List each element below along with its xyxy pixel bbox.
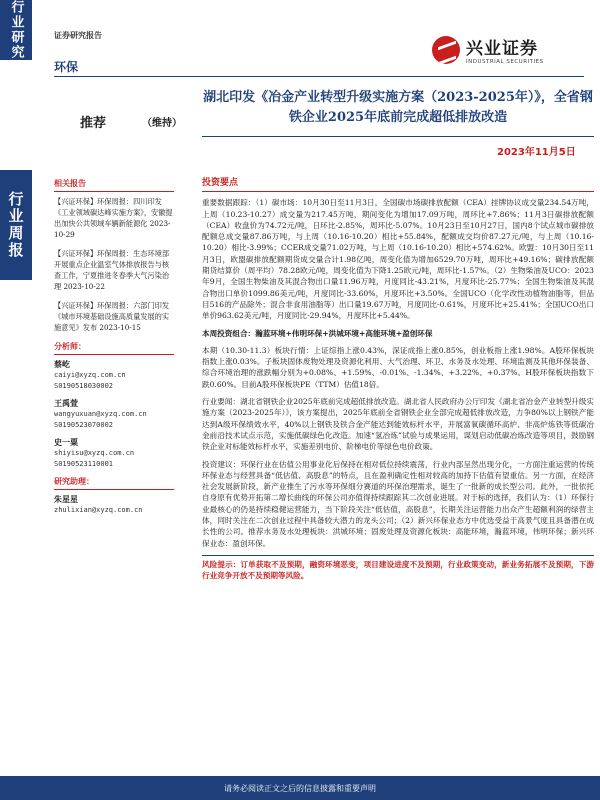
investment-advice-paragraph: 投资建议：环保行业在估值公用事业化后保持在相对低位持续震荡，行业内部呈然出现分化，一方面注重运营的传统环保业态与经营具备“低估值、高股息”的特点，且在盈利确定性相对较高的加持下估值有望重估。另一方面，在经济社会发展新阶段，新产业推生了污水等环保细分赛道的环保治理需求，诞生了一批新的成长型公司。此外，一批依托自身原有优势开拓第二增长曲线的环保公司亦值得持续跟踪其二次创业进展。对于标的选择，我们认为：（1）环保行业最核心的仍是持续稳健运营能力，当下阶段关注“低估值，高股息”，长期关注运营能力出众产生超额利润的绿营主体，同时关注在二次创业过程中具备较大潜力的龙头公司；（2）新兴环保业态方中优选受益于高景气度且具备潜在成长性的公司。推荐水务及水处理板块：洪城环境；固废处理及资源化板块：高能环境，瀚蓝环境，伟明环保；新兴环保业态：盈创环保。 [202,459,594,548]
title-divider [202,136,594,137]
report-type-label: 证券研究报告 [54,31,102,40]
analyst-name: 蔡屹 [54,359,70,369]
report-page [32,0,600,800]
analyst-email[interactable]: caiyi@xyzq.com.cn [54,371,126,379]
rating-main: 推荐 [80,116,107,131]
right-column [202,178,594,582]
assistant-name: 朱星星 [54,494,78,504]
sector-label: 环保 [54,60,79,74]
analyst-cert: S0190518030002 [54,382,114,390]
analyst-cert: S0190523110001 [54,460,114,468]
analyst-entry [54,398,174,431]
analyst-cert: S0190523070002 [54,421,114,429]
related-report-item[interactable]: 【兴证环保】环保周报：生态环境部开展重点企业温室气体排放报告与核查工作，宁夏推进冬春季大气污染治理 2023-10-22 [54,249,170,291]
header-divider [54,76,584,77]
report-title: 湖北印发《冶金产业转型升级实施方案（2023-2025年）》，全省钢铁企业2025年底前完成超低排放改造 [203,90,593,125]
related-report-item[interactable]: 【兴证环保】环保周报：四川印发《工业领域碳达峰实施方案》，安徽提出加快公共领域车辆新能源化 2023-10-29 [54,197,173,239]
risk-warning: 风险提示：订单获取不及预期，融资环境恶变，项目建设进度不及预期，行业政策变动，新业务拓展不及预期，下游行业竞争开放不及预期等风险。 [202,555,594,582]
related-report-item[interactable]: 【兴证环保】环保周报：六部门印发《城市环境基础设施高质量发展的实施意见》发布 2023-10-15 [54,301,170,332]
logo-icon [432,36,460,64]
analyst-entry [54,437,174,470]
industry-news-paragraph: 行业要闻：湖北省钢铁企业2025年底前完成超低排放改造。湖北省人民政府办公厅印发《湖北省冶金产业转型升级实施方案（2023-2025年）》，该方案提出，2025年底前全省钢铁企业全部完成超低排放改造，力争80%以上钢铁产能达到A级环保绩效水平，40%以上钢铁及铁合金产能达到能效标杆水平，开展富氧碳循环高炉、非高炉炼铁等低碳冶金前沿技术试点示范，实施低碳绿色化改造。加速“氢冶炼”试验与成果运用，谋划启动低碳冶炼改造等项目，鼓励钢铁企业对标能效标杆水平，实施差别电价、阶梯电价等绿色电价政策。 [202,397,594,452]
portfolio-paragraph: 本周投资组合：瀚蓝环境+伟明环保+洪城环境+高能环境+盈创环保 [202,328,433,338]
footer-disclaimer: 请务必阅读正文之后的信息披露和重要声明 [0,776,600,800]
report-date: 2023年11月5日 [497,147,576,158]
related-reports-heading: 相关报告 [54,178,174,192]
logo-name-cn: 兴业证券 [466,39,538,59]
analyst-entry [54,359,174,392]
assistant-email[interactable]: zhulixian@xyzq.com.cn [54,506,143,514]
left-column [54,178,174,522]
analyst-email[interactable]: wangyuxuan@xyzq.com.cn [54,410,147,418]
data-tracking-paragraph: 重要数据跟踪：（1）碳市场：10月30日至11月3日，全国碳市场碳排放配额（CEA）挂牌协议成交量234.54万吨，上周（10.23-10.27）成交量为217.45万吨，期间变化为增加17.09万吨，周环比+7.86%；11月3日碳排放配额（CEA）收盘价为74.72元/吨，日环比-2.85%，周环比-5.07%。10月23日至10月27日，国内8个试点城市碳排放配额总成交量87.86万吨，与上周（10.16-10.20）相比+55.84%，配额成交均价87.27元/吨，与上周（10.16-10.20）相比-3.99%；CCER成交量71.02万吨，与上周（10.16-10.20）相比+574.62%。欧盟：10月30日至11月3日，欧盟碳排放配额期货成交量合计1.98亿吨，周变化值为增加6529.70万吨，周环比+49.16%；碳排放配额期货结算价（周平均）78.28欧元/吨，周变化值为下降1.25欧元/吨，周环比-1.57%。（2）生物柴油及UCO：2023年9月，全国生物柴油及其混合物出口量11.96万吨，月度同比-43.21%，月度环比-25.77%；全国生物柴油及其混合物出口单价1099.86美元/吨，月度同比-33.60%，月度环比+3.50%。全国UCO（化学改性动植物油脂等，但品目516的产品除外；混合非食用油脂等）出口量19.67万吨，月度同比-0.61%，月度环比+25.41%；全国UCO出口单价963.62美元/吨，月度同比-29.94%，月度环比+5.44%。 [202,198,594,321]
analyst-name: 史一粟 [54,437,78,447]
analysts-heading: 分析师： [54,341,174,355]
logo-name-en: INDUSTRIAL SECURITIES [466,59,544,65]
rating-sub: （维持） [142,118,182,129]
sidebar-tab-industry-research: 行业研究 [0,0,32,60]
sidebar [0,0,32,800]
analyst-name: 王禹萱 [54,398,78,408]
analyst-email[interactable]: shiyisu@xyzq.com.cn [54,449,135,457]
assistant-entry [54,494,174,516]
sidebar-tab-weekly-report: 行业周报 [0,170,32,280]
investment-heading: 投资要点 [202,178,594,192]
brand-logo [432,34,544,65]
assistant-heading: 研究助理： [54,476,174,490]
market-paragraph: 本期（10.30-11.3）板块行情：上证综指上涨0.43%，深证成指上涨0.85%，创业板指上涨1.98%。A股环保板块指数上涨0.03%。子板块固体废物处理及资源化利用、大气治理、环卫、水务及水处理、环境监测及其他环保装备、综合环境治理的涨跌幅分别为+0.08%、+1.59%、-0.01%、-1.34%、+3.22%、+0.37%。H股环保板块指数下跌0.60%。目前A股环保板块PE（TTM）估值18倍。 [202,345,594,389]
